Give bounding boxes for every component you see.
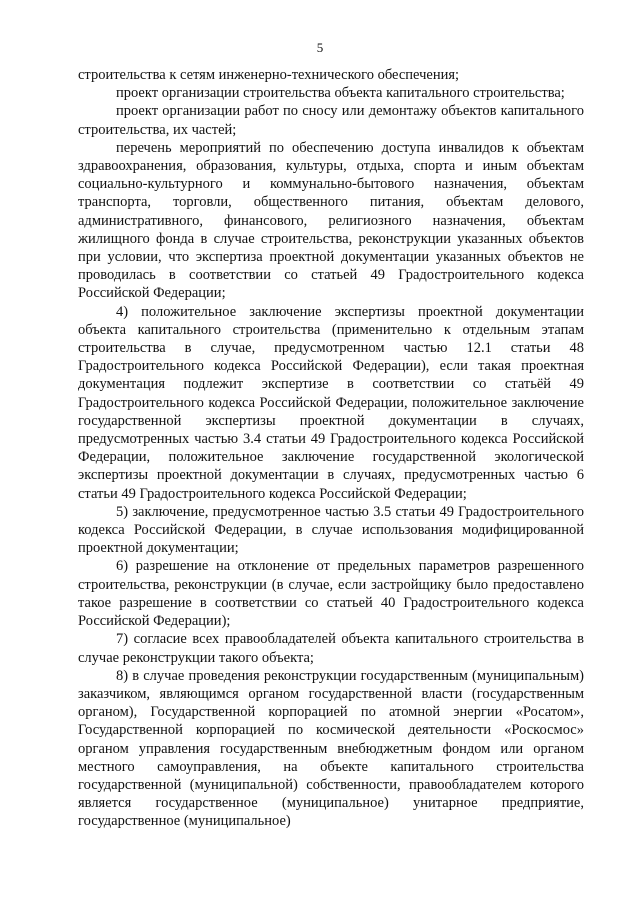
document-body <box>78 66 584 831</box>
paragraph-item-6: 6) разрешение на отклонение от предельных параметров разрешенного строительства, реконструкции (в случае, если застройщику было предоставлено такое разрешение в соответствии со статьей 40 Градостроительного кодекса Российской Федерации); <box>78 558 584 630</box>
paragraph-accessibility-measures: перечень мероприятий по обеспечению доступа инвалидов к объектам здравоохранения, образования, культуры, отдыха, спорта и иным объектам социально-культурного и коммунально-бытового назначения, объектам транспорта, торговли, общественного питания, объектам делового, административного, финансового, религиозного назначения, объектам жилищного фонда в случае строительства, реконструкции указанных объектов при условии, что экспертиза проектной документации указанных объектов не проводилась в соответствии со статьей 49 Градостроительного кодекса Российской Федерации; <box>78 139 584 302</box>
paragraph-demolition-project: проект организации работ по сносу или демонтажу объектов капитального строительства, их частей; <box>78 103 584 138</box>
paragraph-item-4: 4) положительное заключение экспертизы проектной документации объекта капитального строительства (применительно к отдельным этапам строительства в случае, предусмотренном частью 12.1 статьи 48 Градостроительного кодекса Российской Федерации), если такая проектная документация подлежит экспертизе в соответствии со статьёй 49 Градостроительного кодекса Российской Федерации, положительное заключение государственной экспертизы проектной документации в случаях, предусмотренных частью 3.4 статьи 49 Градостроительного кодекса Российской Федерации, положительное заключение государственной экологической экспертизы проектной документации в случаях, предусмотренных частью 6 статьи 49 Градостроительного кодекса Российской Федерации; <box>78 303 584 502</box>
paragraph-construction-project: проект организации строительства объекта капитального строительства; <box>116 85 565 102</box>
paragraph-item-7: 7) согласие всех правообладателей объекта капитального строительства в случае реконструкции такого объекта; <box>78 631 584 666</box>
paragraph-item-8: 8) в случае проведения реконструкции государственным (муниципальным) заказчиком, являющимся органом государственной власти (государственным органом), Государственной корпорацией по атомной энергии «Росатом», Государственной корпорацией по космической деятельности «Роскосмос» органом управления государственным внебюджетным фондом или органом местного самоуправления, на объекте капитального строительства государственной (муниципальной) собственности, правообладателем которого является государственное (муниципальное) унитарное предприятие, государственное (муниципальное) <box>78 667 584 830</box>
paragraph-continuation: строительства к сетям инженерно-технического обеспечения; <box>78 67 460 83</box>
paragraph-item-5: 5) заключение, предусмотренное частью 3.5 статьи 49 Градостроительного кодекса Российской Федерации, в случае использования модифицированной проектной документации; <box>78 503 584 557</box>
page-number: 5 <box>316 40 324 55</box>
